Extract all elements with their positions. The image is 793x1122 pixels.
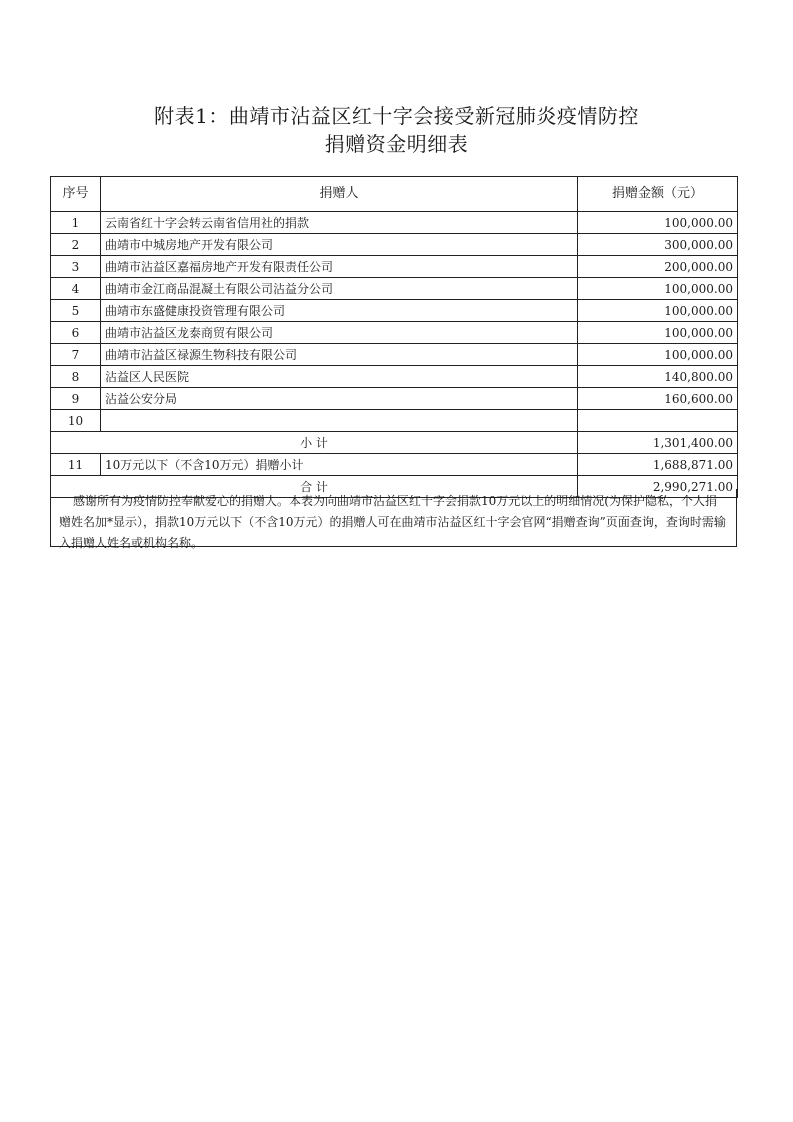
row-serial-number: 5: [51, 300, 101, 322]
row-serial-number: 9: [51, 388, 101, 410]
row-amount: 140,800.00: [578, 366, 738, 388]
row-donor: 曲靖市金江商品混凝土有限公司沾益分公司: [101, 278, 578, 300]
row-donor: 沾益公安分局: [101, 388, 578, 410]
row-amount: 300,000.00: [578, 234, 738, 256]
row-amount: 160,600.00: [578, 388, 738, 410]
table-header-row: [51, 177, 738, 212]
table-row: [51, 212, 738, 234]
row-donor: 曲靖市沾益区龙泰商贸有限公司: [101, 322, 578, 344]
row-amount: 100,000.00: [578, 300, 738, 322]
row-donor: 曲靖市中城房地产开发有限公司: [101, 234, 578, 256]
header-donor: 捐赠人: [101, 177, 578, 212]
subtotal-row: [51, 432, 738, 454]
table-row: [51, 322, 738, 344]
row-donor: 曲靖市东盛健康投资管理有限公司: [101, 300, 578, 322]
small-donations-row: [51, 454, 738, 476]
document-title-line1: 附表1：曲靖市沾益区红十字会接受新冠肺炎疫情防控: [154, 104, 639, 128]
row-amount: 200,000.00: [578, 256, 738, 278]
small-donations-serial-number: 11: [51, 454, 101, 476]
header-serial-number: 序号: [51, 177, 101, 212]
row-serial-number: 4: [51, 278, 101, 300]
document-title-line2: 捐赠资金明细表: [324, 132, 469, 156]
row-amount: 100,000.00: [578, 212, 738, 234]
row-serial-number: 6: [51, 322, 101, 344]
row-amount: 100,000.00: [578, 278, 738, 300]
table-row: [51, 366, 738, 388]
total-label: 合 计: [51, 476, 578, 498]
table-row: [51, 256, 738, 278]
table-row: [51, 388, 738, 410]
table-row: [51, 300, 738, 322]
row-serial-number: 7: [51, 344, 101, 366]
table-row: [51, 410, 738, 432]
table-footnote: 感谢所有为疫情防控奉献爱心的捐赠人。本表为向曲靖市沾益区红十字会捐款10万元以上的明细情况(为保护隐私，个人捐赠姓名加*显示），捐款10万元以下（不含10万元）的捐赠人可在曲靖市沾益区红十字会官网“捐赠查询”页面查询，查询时需输入捐赠人姓名或机构名称。: [50, 489, 737, 547]
header-amount: 捐赠金额（元）: [578, 177, 738, 212]
row-serial-number: 10: [51, 410, 101, 432]
subtotal-label: 小 计: [51, 432, 578, 454]
small-donations-label: 10万元以下（不含10万元）捐赠小计: [101, 454, 578, 476]
donation-table: [50, 176, 738, 498]
row-donor: [101, 410, 578, 432]
subtotal-amount: 1,301,400.00: [578, 432, 738, 454]
row-amount: 100,000.00: [578, 322, 738, 344]
row-amount: [578, 410, 738, 432]
row-donor: 曲靖市沾益区禄源生物科技有限公司: [101, 344, 578, 366]
table-row: [51, 234, 738, 256]
row-serial-number: 2: [51, 234, 101, 256]
row-serial-number: 3: [51, 256, 101, 278]
table-row: [51, 344, 738, 366]
row-donor: 沾益区人民医院: [101, 366, 578, 388]
row-donor: 云南省红十字会转云南省信用社的捐款: [101, 212, 578, 234]
small-donations-amount: 1,688,871.00: [578, 454, 738, 476]
row-serial-number: 8: [51, 366, 101, 388]
row-serial-number: 1: [51, 212, 101, 234]
table-row: [51, 278, 738, 300]
row-donor: 曲靖市沾益区嘉福房地产开发有限责任公司: [101, 256, 578, 278]
row-amount: 100,000.00: [578, 344, 738, 366]
total-amount: 2,990,271.00: [578, 476, 738, 498]
